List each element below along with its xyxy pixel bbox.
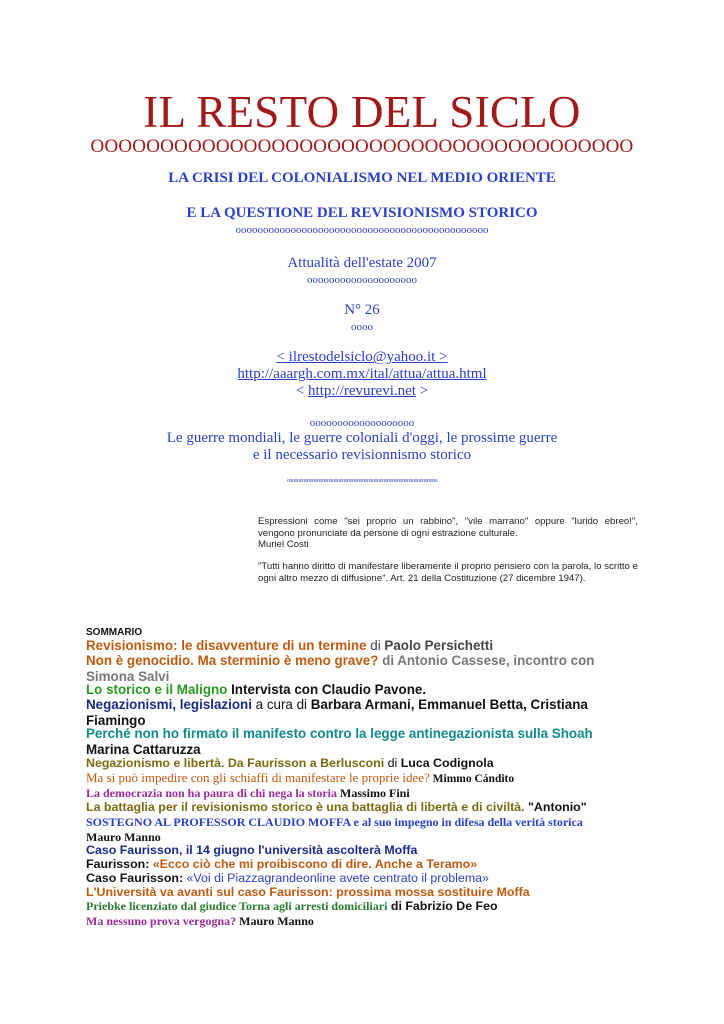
toc-item[interactable] — [86, 800, 587, 814]
toc-item-author: Mauro Manno — [236, 914, 314, 928]
motto-line: e il necessario revisionnismo storico — [252, 447, 472, 463]
toc-item[interactable] — [86, 786, 410, 801]
toc-item-author: Fiamingo — [86, 713, 146, 728]
sommario-heading: SOMMARIO — [86, 627, 143, 638]
subtitle-colonialism: LA CRISI DEL COLONIALISMO NEL MEDIO ORIENTE — [168, 170, 556, 186]
toc-item[interactable] — [86, 843, 417, 857]
toc-item[interactable] — [86, 756, 494, 770]
email-link[interactable]: < ilrestodelsiclo@yahoo.it > — [276, 349, 448, 365]
toc-item[interactable] — [86, 726, 646, 758]
toc-item-author: Barbara Armani, Emmanuel Betta, Cristiana — [310, 697, 588, 712]
toc-item-author: di Fabrizio De Feo — [387, 899, 498, 913]
ornament-rule: oooooooooooooooooooo — [307, 274, 417, 286]
url-bracket: < — [295, 383, 309, 399]
toc-item-author: Luca Codignola — [400, 756, 494, 770]
toc-item-author: "Antonio" — [524, 800, 587, 814]
ornament-rule: oooooooooooooooooooooooooooooooooooooooooooooooooooooooooooo — [287, 478, 437, 484]
toc-item[interactable] — [86, 697, 646, 729]
toc-item-title: Negazionismi, legislazioni — [86, 697, 252, 712]
url-bracket: > — [415, 383, 429, 399]
toc-item[interactable] — [86, 857, 477, 871]
toc-item[interactable] — [86, 899, 498, 914]
toc-item-sep: di — [366, 638, 385, 653]
toc-item-title: Revisionismo: le disavventure di un termine — [86, 638, 367, 653]
url-line — [0, 383, 724, 400]
toc-item[interactable] — [86, 682, 426, 697]
toc-item[interactable] — [86, 871, 489, 885]
issue-number: N° 26 — [344, 302, 380, 318]
title-rule: OOOOOOOOOOOOOOOOOOOOOOOOOOOOOOOOOOOOOOO — [90, 136, 634, 157]
toc-item-author: Massimo Fini — [337, 786, 410, 800]
toc-item-title: Faurisson: — [86, 857, 153, 871]
toc-item-title: SOSTEGNO AL PROFESSOR CLAUDIO MOFFA e al suo impegno in difesa della verità storica — [86, 815, 583, 829]
toc-item-title: La democrazia non ha paura di chi nega la storia — [86, 786, 338, 800]
toc-item-author: Marina Cattaruzza — [86, 742, 201, 757]
toc-item-title: L'Università va avanti sul caso Faurisson: prossima mossa sostituire Moffa — [86, 885, 530, 899]
toc-item-title: Ma nessuno prova vergogna? — [86, 914, 237, 928]
toc-item[interactable] — [86, 638, 493, 653]
quote-block — [258, 561, 638, 584]
toc-item[interactable] — [86, 914, 314, 929]
toc-item-author: Mimmo Cándito — [429, 773, 515, 785]
toc-item-title: Ma si può impedire con gli schiaffi di manifestare le proprie idee? — [86, 770, 430, 785]
subtitle-revisionism: E LA QUESTIONE DEL REVISIONISMO STORICO — [186, 205, 538, 221]
toc-item-subtitle: «Voi di Piazzagrandeonline avete centrato il problema» — [186, 871, 489, 885]
toc-item-title: Perché non ho firmato il manifesto contro la legge antinegazionista sulla Shoah — [86, 726, 593, 741]
ornament-rule: oooo — [351, 321, 373, 333]
toc-item[interactable] — [86, 653, 646, 685]
toc-item-subtitle: «Ecco ciò che mi proibiscono di dire. Anche a Teramo» — [152, 857, 478, 871]
edition-label: Attualità dell'estate 2007 — [287, 255, 437, 271]
quote-block — [258, 516, 638, 551]
toc-item-title: Lo storico e il Maligno — [86, 682, 228, 697]
quote-author: Muriel Costi — [258, 539, 309, 551]
ornament-rule: oooooooooooooooooooooooooooooooooooooooooooooo — [235, 224, 489, 236]
toc-item-author: Paolo Persichetti — [384, 638, 494, 653]
toc-item-author: Mauro Manno — [86, 830, 161, 844]
toc-item-author: Simona Salvi — [86, 669, 170, 684]
revurevi-link[interactable]: http://revurevi.net — [308, 383, 416, 399]
toc-item-author: di Antonio Cassese, incontro con — [378, 653, 595, 668]
aaargh-link[interactable]: http://aaargh.com.mx/ital/attua/attua.html — [237, 366, 487, 382]
toc-item-title: Non è genocidio. Ma sterminio è meno grave? — [86, 653, 379, 668]
toc-item-title: Caso Faurisson: — [86, 871, 187, 885]
toc-item[interactable] — [86, 885, 530, 899]
email-address — [0, 349, 724, 366]
toc-item-title: Caso Faurisson, il 14 giugno l'università ascolterà Moffa — [86, 843, 418, 857]
toc-item-title: La battaglia per il revisionismo storico è una battaglia di libertà e di civiltà. — [86, 800, 525, 814]
ornament-rule: ooooooooooooooooooo — [309, 417, 415, 429]
motto-line: Le guerre mondiali, le guerre coloniali d'oggi, le prossime guerre — [166, 430, 558, 446]
quote-text: "Tutti hanno diritto di manifestare liberamente il proprio pensiero con la parola, lo scritto e ogni altro mezzo di diffusione". Art. 21 della Costituzione (27 dicembre 1947). — [258, 561, 638, 584]
toc-item-sep: di — [384, 756, 401, 770]
toc-item-author: Intervista con Claudio Pavone. — [227, 682, 427, 697]
toc-item-sep: a cura di — [251, 697, 311, 712]
quote-text: Espressioni come "sei proprio un rabbino", "vile marrano" oppure "lurido ebreo!", vengono pronunciate da persone di ogni estrazione culturale. — [258, 516, 638, 539]
toc-item[interactable] — [86, 815, 646, 845]
url-line — [0, 366, 724, 383]
toc-item-title: Priebke licenziato dal giudice Torna agli arresti domiciliari — [86, 899, 388, 913]
page-title: IL RESTO DEL SICLO — [143, 87, 581, 137]
toc-item-title: Negazionismo e libertà. Da Faurisson a Berlusconi — [86, 756, 385, 770]
toc-item[interactable] — [86, 770, 514, 786]
